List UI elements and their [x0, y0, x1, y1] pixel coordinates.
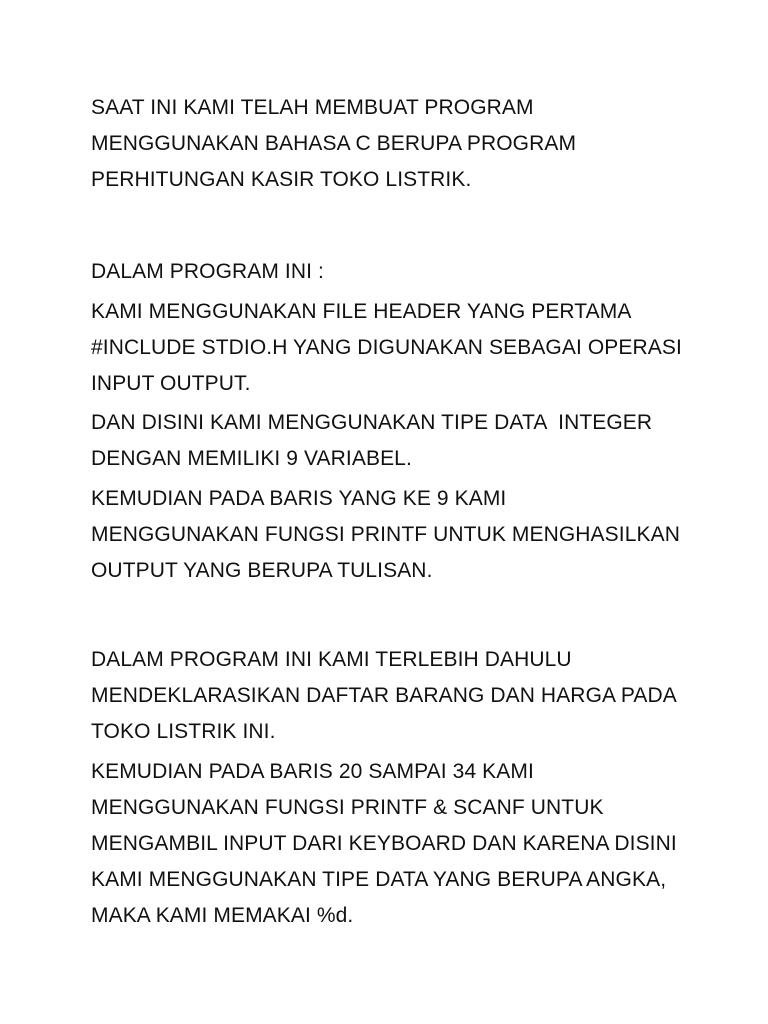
- paragraph-scanf: [91, 754, 711, 934]
- paragraph-data-type: [91, 405, 711, 477]
- text-line: KAMI MENGGUNAKAN FILE HEADER YANG PERTAMA: [91, 300, 632, 323]
- paragraph-declaration: [91, 642, 711, 750]
- paragraph-printf: [91, 481, 711, 589]
- text-line: DENGAN MEMILIKI 9 VARIABEL.: [91, 447, 412, 470]
- text-line: MENGAMBIL INPUT DARI KEYBOARD DAN KARENA DISINI: [91, 832, 677, 855]
- text-line: MENGGUNAKAN FUNGSI PRINTF & SCANF UNTUK: [91, 796, 604, 819]
- paragraph-intro: [91, 90, 711, 198]
- paragraph-section-heading: [91, 254, 711, 290]
- text-line: KEMUDIAN PADA BARIS 20 SAMPAI 34 KAMI: [91, 760, 534, 783]
- text-line: MENGGUNAKAN FUNGSI PRINTF UNTUK MENGHASILKAN: [91, 523, 680, 546]
- text-line: MAKA KAMI MEMAKAI %d.: [91, 904, 354, 927]
- text-line: SAAT INI KAMI TELAH MEMBUAT PROGRAM: [91, 96, 534, 119]
- text-line: DAN DISINI KAMI MENGGUNAKAN TIPE DATA INTEGER: [91, 411, 653, 434]
- text-line: MENDEKLARASIKAN DAFTAR BARANG DAN HARGA PADA: [91, 684, 677, 707]
- text-line: KEMUDIAN PADA BARIS YANG KE 9 KAMI: [91, 487, 507, 510]
- text-line: #INCLUDE STDIO.H YANG DIGUNAKAN SEBAGAI OPERASI: [91, 336, 682, 359]
- text-line: KAMI MENGGUNAKAN TIPE DATA YANG BERUPA ANGKA,: [91, 868, 667, 891]
- text-line: TOKO LISTRIK INI.: [91, 720, 276, 743]
- text-line: OUTPUT YANG BERUPA TULISAN.: [91, 559, 433, 582]
- text-line: DALAM PROGRAM INI :: [91, 260, 324, 283]
- text-line: INPUT OUTPUT.: [91, 372, 251, 395]
- paragraph-header-file: [91, 294, 711, 402]
- text-line: MENGGUNAKAN BAHASA C BERUPA PROGRAM: [91, 132, 577, 155]
- text-line: PERHITUNGAN KASIR TOKO LISTRIK.: [91, 168, 472, 191]
- text-line: DALAM PROGRAM INI KAMI TERLEBIH DAHULU: [91, 648, 572, 671]
